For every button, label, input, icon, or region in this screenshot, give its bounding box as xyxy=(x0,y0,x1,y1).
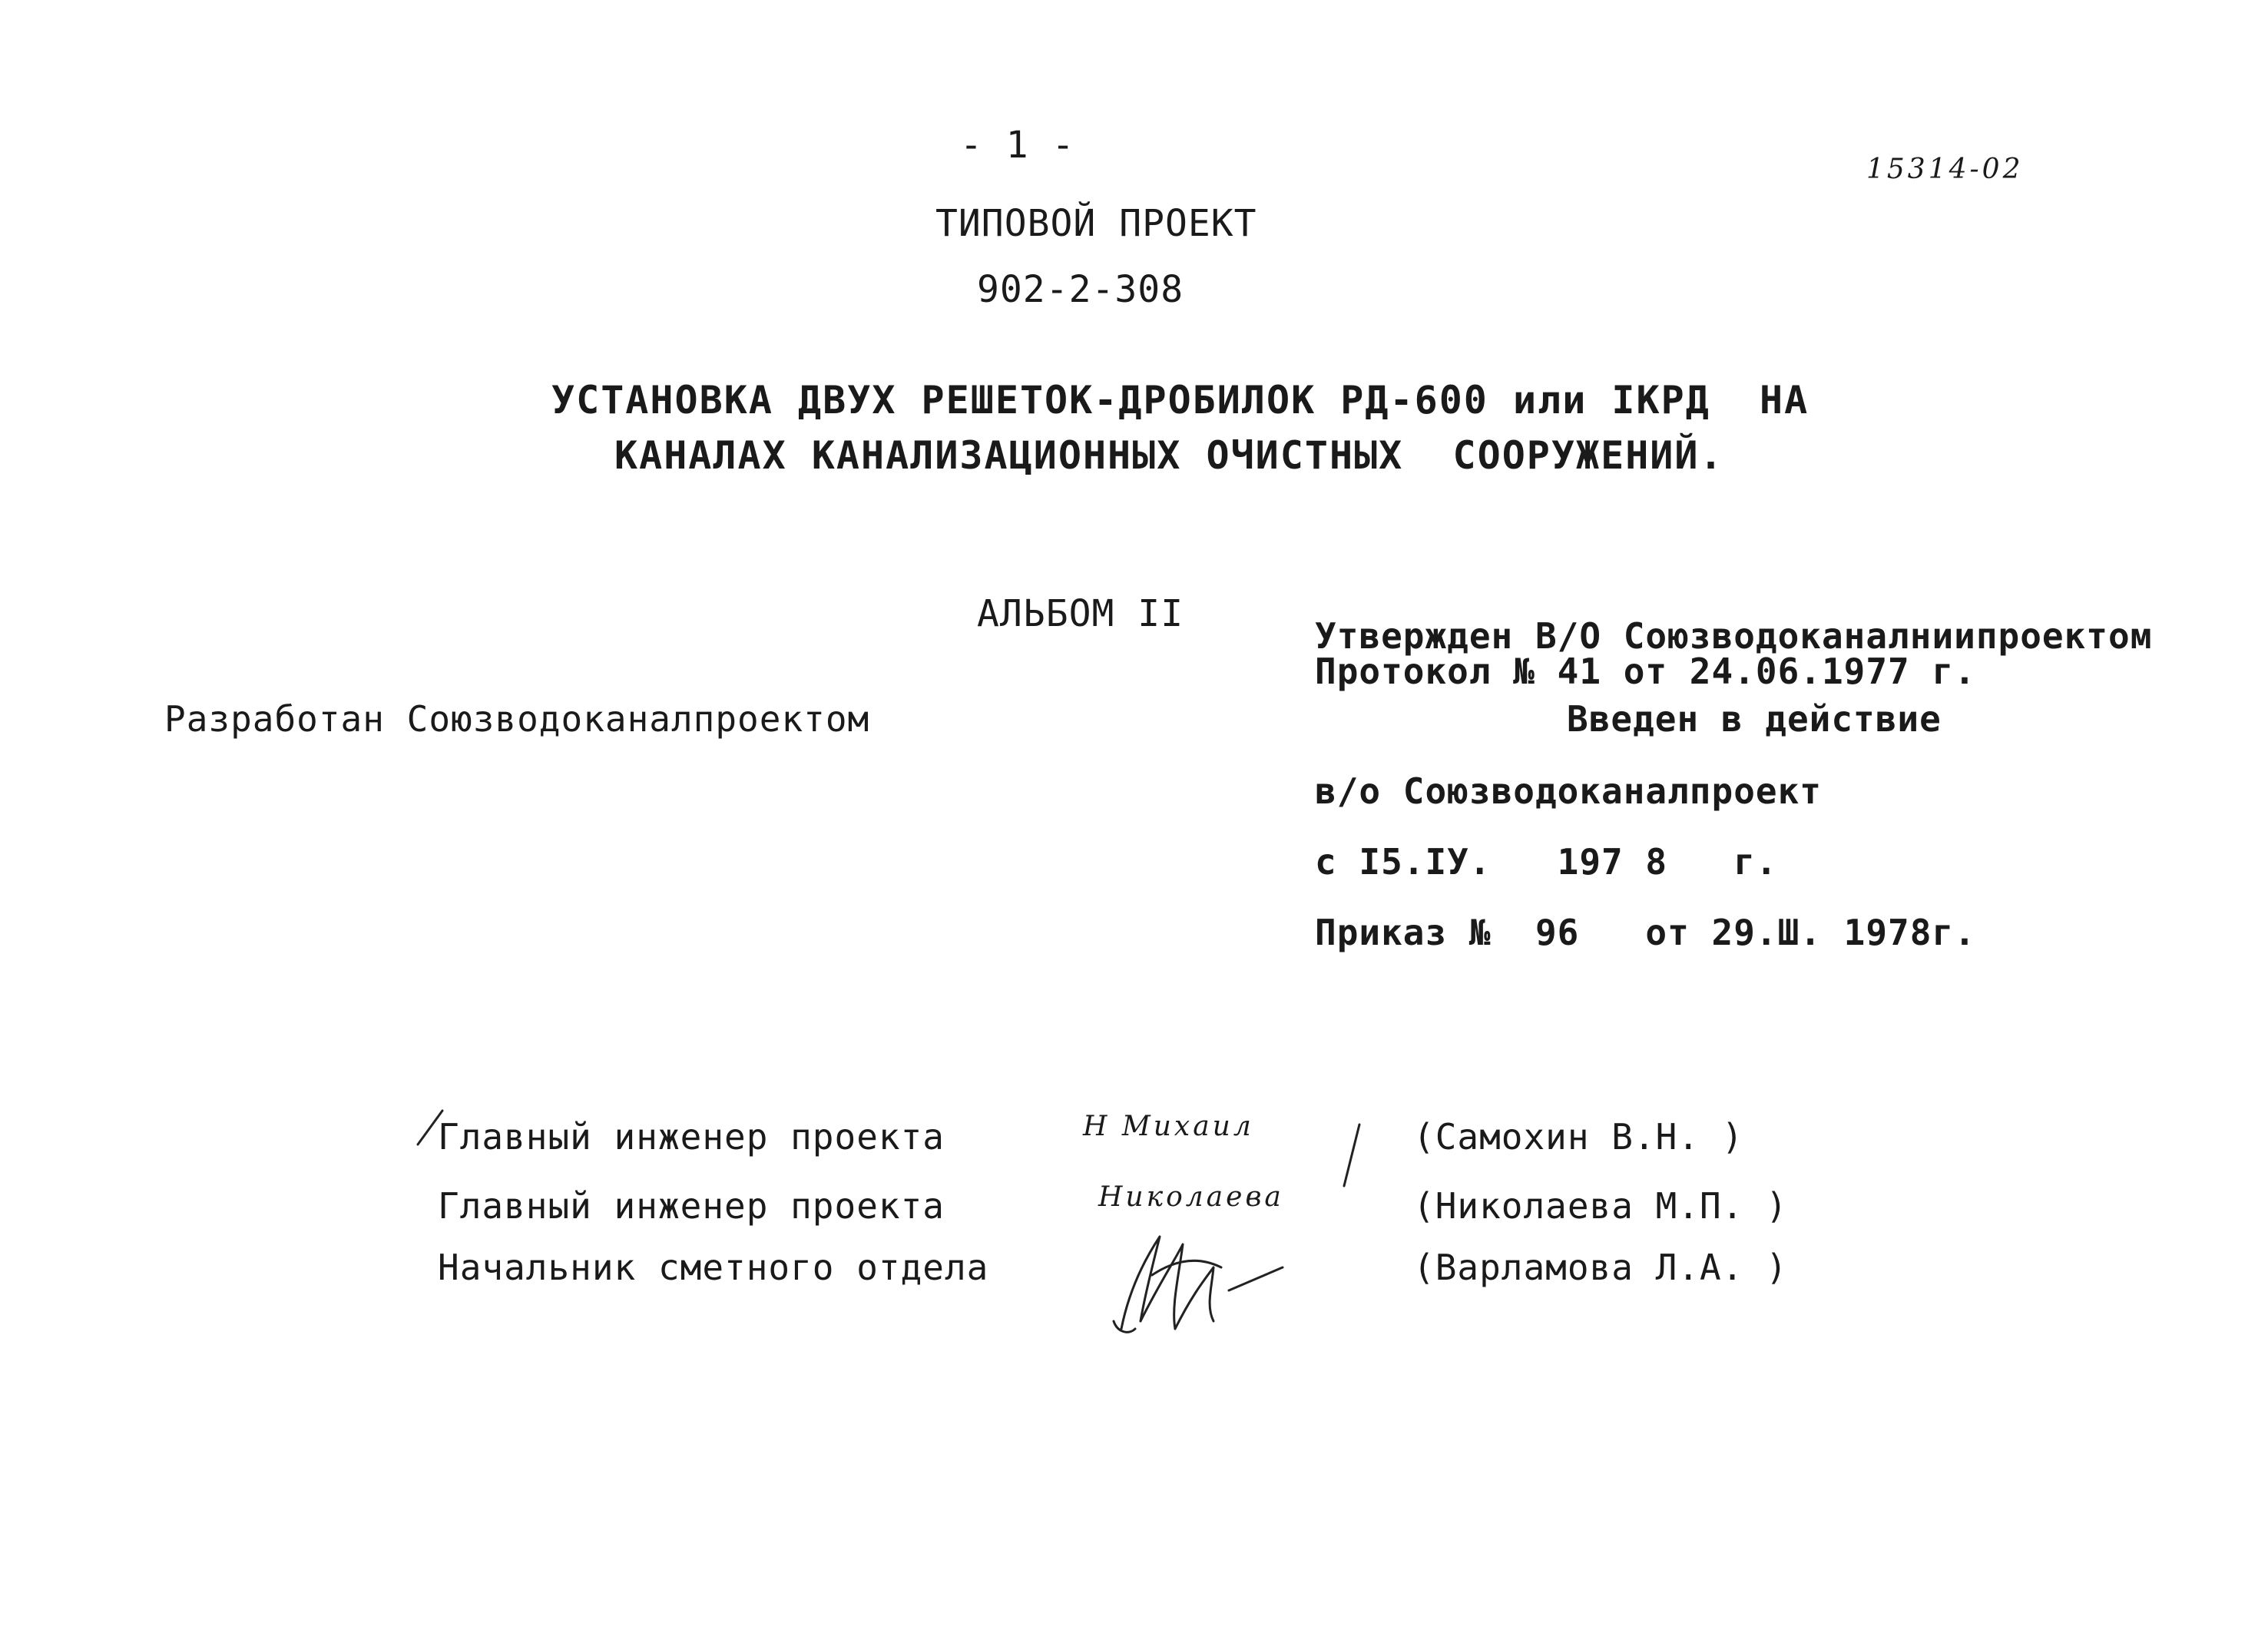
effective-date: с I5.IУ. 197 8 г. xyxy=(1315,841,1778,883)
signatory-name: (Самохин В.Н. ) xyxy=(1413,1116,1744,1158)
approved-by: Утвержден В/О Союзводоканалниипроектом xyxy=(1315,615,2153,657)
signature-stroke-icon xyxy=(1336,1121,1367,1191)
title-line-2: КАНАЛАХ КАНАЛИЗАЦИОННЫХ ОЧИСТНЫХ СООРУЖЕНИЙ. xyxy=(614,433,1724,478)
project-type: ТИПОВОЙ ПРОЕКТ xyxy=(935,202,1257,245)
signatory-position: Начальник сметного отдела xyxy=(438,1247,989,1288)
signatory-name: (Николаева М.П. ) xyxy=(1413,1185,1788,1227)
protocol: Протокол № 41 от 24.06.1977 г. xyxy=(1315,651,1976,692)
signatory-name: (Варламова Л.А. ) xyxy=(1413,1247,1788,1288)
signature-scribble-icon xyxy=(1098,1214,1298,1337)
album-label: АЛЬБОМ II xyxy=(977,592,1184,635)
put-into-effect: Введен в действие xyxy=(1567,698,1942,740)
signature-handwriting: Николаева xyxy=(1098,1181,1284,1213)
order: Приказ № 96 от 29.Ш. 1978г. xyxy=(1315,912,1976,953)
inventory-number: 15314-02 xyxy=(1866,154,2024,185)
signatory-position: Главный инженер проекта xyxy=(438,1116,945,1158)
signatory-position: Главный инженер проекта xyxy=(438,1185,945,1227)
organization: в/о Союзводоканалпроект xyxy=(1315,770,1822,812)
page-number: - 1 - xyxy=(960,124,1075,167)
project-code: 902-2-308 xyxy=(977,268,1184,311)
signature-handwriting: Н Михаил xyxy=(1083,1111,1254,1142)
title-line-1: УСТАНОВКА ДВУХ РЕШЕТОК-ДРОБИЛОК РД-600 или IКРД НА xyxy=(551,378,1809,422)
developed-by: Разработан Союзводоканалпроектом xyxy=(164,698,870,740)
